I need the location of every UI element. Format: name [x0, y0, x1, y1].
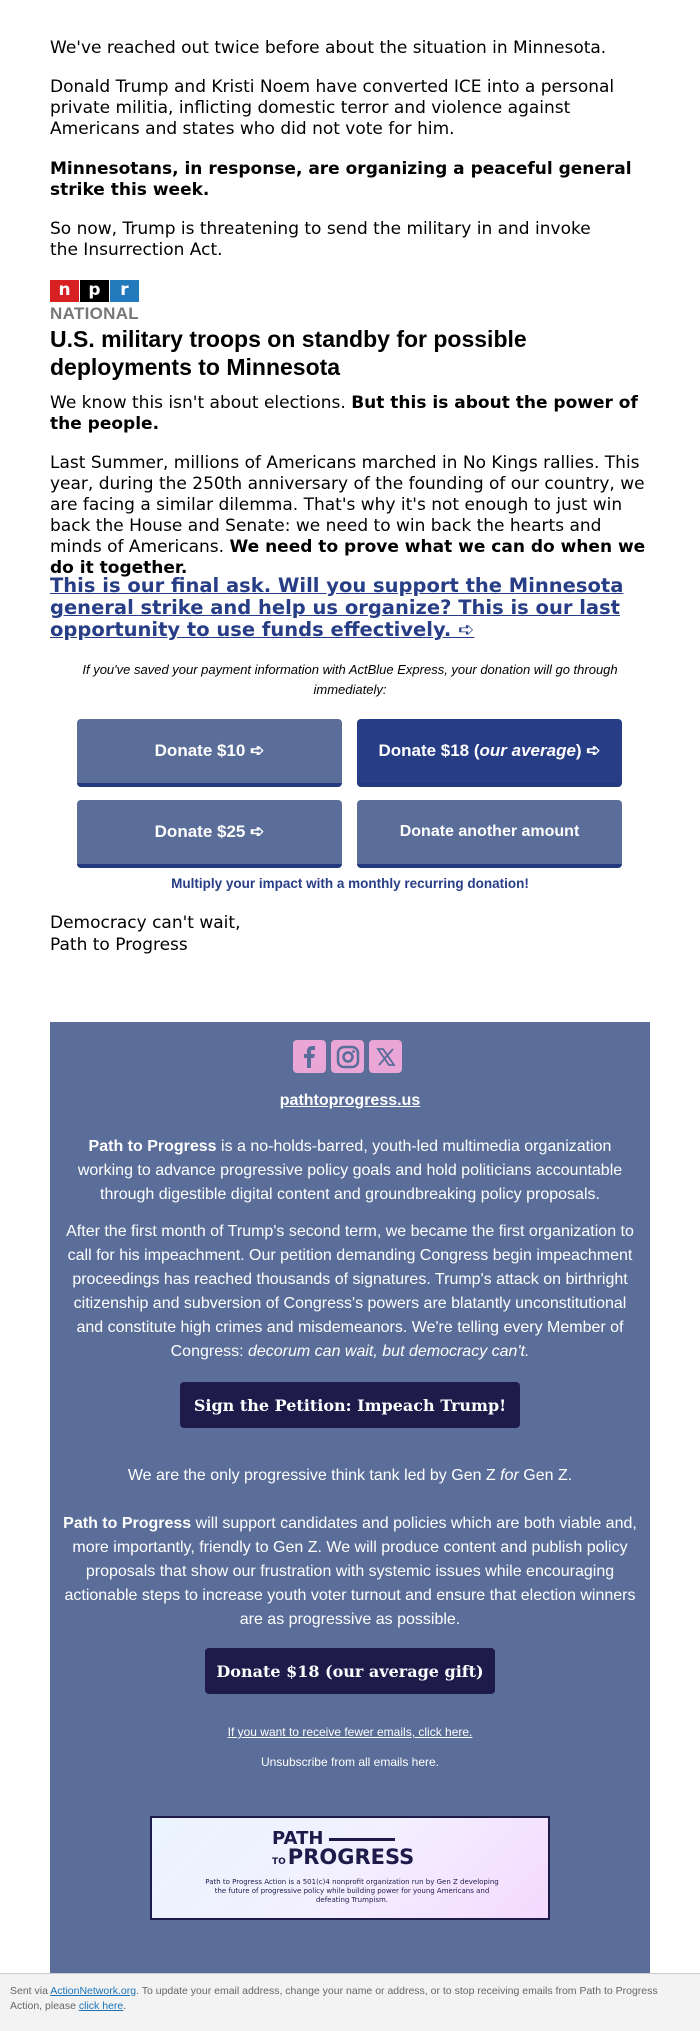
x-icon[interactable] — [369, 1040, 402, 1073]
donate-18-label-em: our average — [479, 741, 576, 760]
footer-mission-text: will support candidates and policies which are both viable and, more importantly, friendly to Gen Z. We will produce content and publish policy proposals that show our frustration with systemic issues while encouraging actionable steps to increase youth voter turnout and ensure that election winners are as progressive as possible. — [64, 1515, 637, 1628]
footer-mission-bold: Path to Progress — [63, 1515, 192, 1532]
fewer-emails-link[interactable]: If you want to receive fewer emails, click here. — [227, 1725, 473, 1739]
footer-genz-em: for — [500, 1467, 519, 1484]
social-links — [293, 1040, 402, 1073]
unsubscribe-link[interactable]: Unsubscribe from all emails here. — [260, 1755, 440, 1769]
footer-genz-a: We are the only progressive think tank led by Gen Z — [127, 1467, 501, 1484]
footer-genz-b: Gen Z. — [518, 1467, 573, 1484]
intro-paragraph-4: So now, Trump is threatening to send the military in and invoke the Insurrection Act. — [50, 219, 591, 260]
banner-description: Path to Progress Action is a 501(c)4 nonprofit organization run by Gen Z developing the future of progressive policy while building power for young Americans and defeating Trumpism. — [205, 1878, 499, 1904]
monthly-donation-link[interactable]: Multiply your impact with a monthly recurring donation! — [171, 876, 529, 891]
bottom-sent-via: Sent via — [10, 1985, 51, 1997]
body-paragraph-1 — [50, 393, 650, 435]
website-link[interactable]: pathtoprogress.us — [279, 1092, 421, 1109]
final-ask-link[interactable]: This is our final ask. Will you support the Minnesota general strike and help us organize? This is our last opportunity to use funds effectively. ➪ — [50, 574, 624, 641]
banner-logo — [272, 1830, 414, 1871]
footer-about-text: is a no-holds-barred, youth-led multimedia organization working to advance progressive policy goals and hold politicians accountable through digestible digital content and groundbreaking policy proposals. — [77, 1138, 623, 1203]
body-paragraph-2 — [50, 453, 655, 579]
signoff — [50, 912, 240, 956]
footer-box — [50, 1022, 650, 1973]
npr-logo-n: n — [50, 280, 79, 302]
intro-paragraph-1: We've reached out twice before about the situation in Minnesota. — [50, 38, 607, 58]
footer-about-paragraph — [60, 1135, 640, 1207]
footer-about-bold: Path to Progress — [88, 1138, 217, 1155]
donate-18-button[interactable] — [357, 719, 622, 787]
footer-mission-paragraph — [60, 1512, 640, 1632]
banner-logo-path-text: PATH — [272, 1828, 324, 1849]
banner-logo-to: TO — [272, 1857, 286, 1867]
donate-18-label-a: Donate $18 ( — [378, 741, 480, 760]
path-to-progress-banner[interactable] — [150, 1816, 550, 1920]
body-paragraph-1-text: We know this isn't about elections. — [50, 393, 352, 413]
actionnetwork-link[interactable]: ActionNetwork.org — [50, 1985, 137, 1997]
donate-average-gift-button[interactable]: Donate $18 (our average gift) — [205, 1648, 495, 1694]
npr-headline[interactable]: U.S. military troops on standby for possible deployments to Minnesota — [50, 326, 527, 380]
donate-10-button[interactable]: Donate $10 ➪ — [77, 719, 342, 787]
footer-impeachment-em: decorum can wait, but democracy can't. — [247, 1343, 530, 1360]
banner-logo-progress — [272, 1845, 415, 1871]
body-paragraph-2-text: Last Summer, millions of Americans marched in No Kings rallies. This year, during the 250th anniversary of the founding of our country, we are facing a similar dilemma. That's why it's not enough to just win back the House and Senate: we need to win back the hearts and minds of Americans. — [50, 453, 645, 557]
donate-other-amount-button[interactable]: Donate another amount — [357, 800, 622, 868]
bottom-bar-text — [10, 1984, 690, 2014]
footer-impeachment-paragraph — [60, 1220, 640, 1364]
signoff-line-2: Path to Progress — [50, 935, 188, 955]
banner-logo-line — [329, 1838, 395, 1841]
bottom-end: . — [123, 2000, 127, 2012]
footer-genz-line — [60, 1464, 640, 1488]
npr-section-label: NATIONAL — [50, 304, 139, 323]
signoff-line-1: Democracy can't wait, — [50, 913, 241, 933]
update-click-here-link[interactable]: click here — [78, 2000, 124, 2012]
body-paragraph-1-bold: But this is about the power of the people. — [50, 393, 638, 434]
banner-logo-progress-text: PROGRESS — [287, 1845, 415, 1869]
donate-25-button[interactable]: Donate $25 ➪ — [77, 800, 342, 868]
donate-18-label-b: ) ➪ — [575, 741, 601, 760]
npr-logo-r: r — [110, 280, 139, 302]
actblue-note: If you've saved your payment information with ActBlue Express, your donation will go through immediately: — [82, 662, 618, 697]
body-paragraph-2-bold: We need to prove what we can do when we do it together. — [50, 537, 646, 578]
footer-impeachment-text: After the first month of Trump's second term, we became the first organization to call for his impeachment. Our petition demanding Congress begin impeachment proceedings has reached thousands of signatures. Trump's attack on birthright citizenship and subversion of Congress's powers are blatantly unconstitutional and constitute high crimes and misdemeanors. We're telling every Member of Congress: — [66, 1223, 634, 1360]
npr-logo-p: p — [80, 280, 109, 302]
bottom-bar — [0, 1973, 700, 2031]
intro-paragraph-2: Donald Trump and Kristi Noem have converted ICE into a personal private militia, inflicting domestic terror and violence against Americans and states who did not vote for him. — [50, 77, 615, 139]
instagram-icon[interactable] — [331, 1040, 364, 1073]
sign-petition-button[interactable]: Sign the Petition: Impeach Trump! — [180, 1382, 520, 1428]
bottom-rest: . To update your email address, change your name or address, or to stop receiving emails from Path to Progress Action, please — [10, 1985, 658, 2012]
npr-logo[interactable] — [50, 280, 140, 302]
facebook-icon[interactable] — [293, 1040, 326, 1073]
intro-paragraph-3: Minnesotans, in response, are organizing a peaceful general strike this week. — [50, 159, 632, 200]
